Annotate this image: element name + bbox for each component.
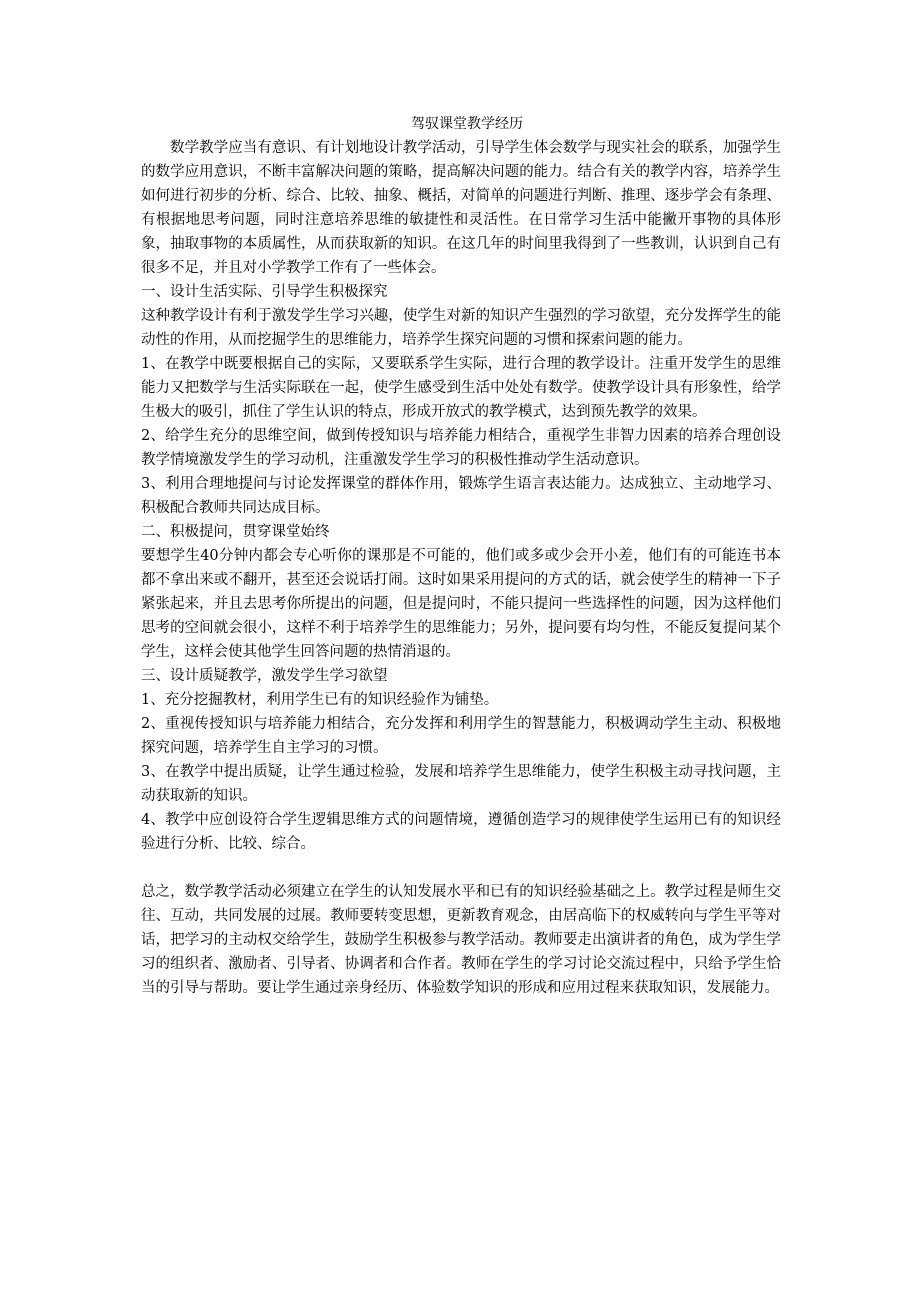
section2-body-paragraph: 要想学生40分钟内都会专心听你的课那是不可能的，他们或多或少会开小差，他们有的可能连书本都不拿出来或不翻开，甚至还会说话打闹。这时如果采用提问的方式的话，就会使学生的精神一下子紧张起来，并且去思考你所提出的问题，但是提问时，不能只提问一些选择性的问题，因为这样他们思考的空间就会很小，这样不利于培养学生的思维能力；另外，提问要有均匀性，不能反复提问某个学生，这样会使其他学生回答问题的热情消退的。 (141, 548, 781, 660)
conclusion-paragraph: 总之，数学教学活动必须建立在学生的认知发展水平和已有的知识经验基础之上。教学过程是师生交往、互动，共同发展的过展。教师要转变思想，更新教育观念，由居高临下的权威转向与学生平等对话，把学习的主动权交给学生，鼓励学生积极参与教学活动。教师要走出演讲者的角色，成为学生学习的组织者、激励者、引导者、协调者和合作者。教师在学生的学习讨论交流过程中，只给予学生恰当的引导与帮助。要让学生通过亲身经历、体验数学知识的形成和应用过程来获取知识，发展能力。 (141, 884, 781, 996)
section1-heading: 一、设计生活实际、引导学生积极探究 (141, 284, 388, 300)
section1-lead-paragraph: 这种教学设计有利于激发学生学习兴趣，使学生对新的知识产生强烈的学习欲望，充分发挥学生的能动性的作用，从而挖掘学生的思维能力，培养学生探究问题的习惯和探索问题的能力。 (141, 308, 781, 348)
paragraph-spacer (141, 856, 781, 880)
section1-item: 3、利用合理地提问与讨论发挥课堂的群体作用，锻炼学生语言表达能力。达成独立、主动地学习、积极配合教师共同达成目标。 (141, 476, 781, 516)
section3-item: 4、教学中应创设符合学生逻辑思维方式的问题情境，遵循创造学习的规律使学生运用已有的知识经验进行分析、比较、综合。 (141, 812, 781, 852)
section3-heading: 三、设计质疑教学，激发学生学习欲望 (141, 668, 388, 684)
section2-heading: 二、积极提问，贯穿课堂始终 (141, 524, 330, 540)
intro-paragraph: 数学教学应当有意识、有计划地设计教学活动，引导学生体会数学与现实社会的联系，加强学生的数学应用意识，不断丰富解决问题的策略，提高解决问题的能力。结合有关的教学内容，培养学生如何进行初步的分析、综合、比较、抽象、概括，对简单的问题进行判断、推理、逐步学会有条理、有根据地思考问题，同时注意培养思维的敏捷性和灵活性。在日常学习生活中能撇开事物的具体形象，抽取事物的本质属性，从而获取新的知识。在这几年的时间里我得到了一些教训，认识到自己有很多不足，并且对小学教学工作有了一些体会。 (141, 140, 781, 276)
section1-item: 1、在教学中既要根据自己的实际，又要联系学生实际，进行合理的教学设计。注重开发学生的思维能力又把数学与生活实际联在一起，使学生感受到生活中处处有数学。使教学设计具有形象性，给学生极大的吸引，抓住了学生认识的特点，形成开放式的教学模式，达到预先教学的效果。 (141, 356, 781, 420)
section3-item: 3、在教学中提出质疑，让学生通过检验，发展和培养学生思维能力，使学生积极主动寻找问题，主动获取新的知识。 (141, 764, 781, 804)
document-title: 驾驭课堂教学经历 (411, 116, 523, 132)
section1-item: 2、给学生充分的思维空间，做到传授知识与培养能力相结合，重视学生非智力因素的培养合理创设教学情境激发学生的学习动机，注重激发学生学习的积极性推动学生活动意识。 (141, 428, 781, 468)
section3-item: 2、重视传授知识与培养能力相结合，充分发挥和利用学生的智慧能力，积极调动学生主动、积极地探究问题，培养学生自主学习的习惯。 (141, 716, 781, 756)
document-page (141, 112, 781, 1000)
section3-item: 1、充分挖掘教材，利用学生已有的知识经验作为铺垫。 (141, 692, 499, 708)
